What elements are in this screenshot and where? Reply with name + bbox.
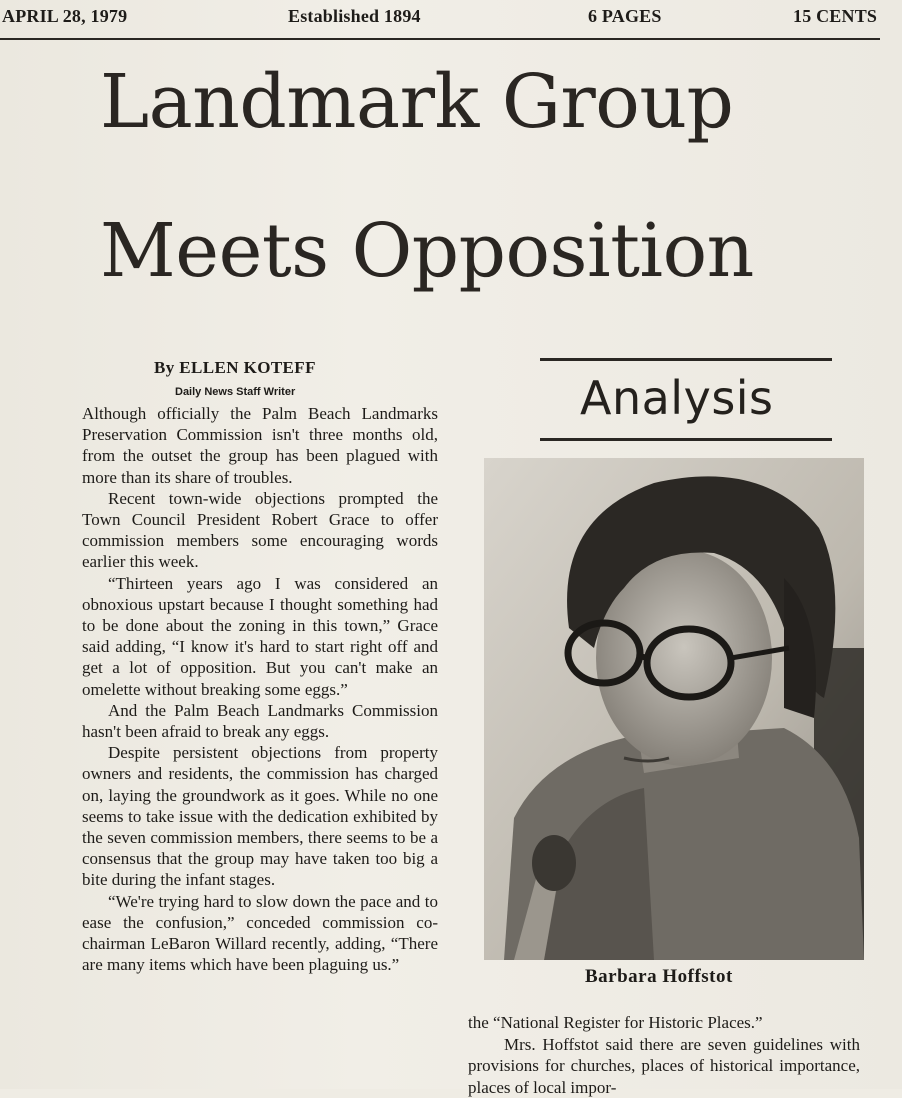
issue-price: 15 CENTS bbox=[793, 6, 877, 27]
byline-author: By ELLEN KOTEFF bbox=[154, 358, 316, 378]
article-column bbox=[82, 403, 438, 975]
analysis-rule-bottom bbox=[540, 438, 832, 441]
portrait-photo-image bbox=[484, 458, 864, 960]
article-paragraph: “Thirteen years ago I was considered an obnoxious upstart because I thought something had to be done about the zoning in this town,” Grace said adding, “I know it's hard to start right off and get a lot of opposition. But you can't make an omelette without breaking some eggs.” bbox=[82, 573, 438, 700]
photo-caption: Barbara Hoffstot bbox=[585, 966, 733, 988]
article-paragraph: Despite persistent objections from property owners and residents, the commission has charged on, laying the groundwork as it goes. While no one seems to take issue with the dedication exhibited by the seven commission members, there seems to be a consensus that the group may have taken too big a bite during the infant stages. bbox=[82, 742, 438, 890]
ghost-column-right bbox=[862, 40, 902, 1040]
page-count: 6 PAGES bbox=[588, 6, 662, 27]
continuation-paragraph: Mrs. Hoffstot said there are seven guidelines with provisions for churches, places of historical importance, places of local impor- bbox=[468, 1034, 860, 1098]
analysis-rule-top bbox=[540, 358, 832, 361]
portrait-photo bbox=[484, 458, 864, 960]
ghost-column-left bbox=[0, 180, 60, 1080]
article-paragraph: “We're trying hard to slow down the pace and to ease the confusion,” conceded commission co-chairman LeBaron Willard recently, adding, “There are many items which have been plaguing us.” bbox=[82, 891, 438, 976]
continuation-line-1: the “National Register for Historic Places.” bbox=[468, 1012, 860, 1034]
article-paragraph: Recent town-wide objections prompted the Town Council President Robert Grace to offer commission members some encouraging words earlier this week. bbox=[82, 488, 438, 573]
article-paragraph: And the Palm Beach Landmarks Commission hasn't been afraid to break any eggs. bbox=[82, 700, 438, 742]
headline-line-2: Meets Opposition bbox=[100, 211, 860, 291]
section-label: Analysis bbox=[580, 366, 774, 430]
masthead-rule bbox=[0, 38, 880, 40]
headline-line-1: Landmark Group bbox=[100, 62, 860, 142]
continuation-column bbox=[468, 1012, 860, 1098]
byline-role: Daily News Staff Writer bbox=[175, 386, 295, 398]
article-paragraph: Although officially the Palm Beach Landmarks Preservation Commission isn't three months old, from the outset the group has been plagued with more than its share of troubles. bbox=[82, 403, 438, 488]
issue-date: APRIL 28, 1979 bbox=[2, 6, 127, 27]
established-line: Established 1894 bbox=[288, 6, 421, 27]
masthead bbox=[0, 0, 902, 42]
